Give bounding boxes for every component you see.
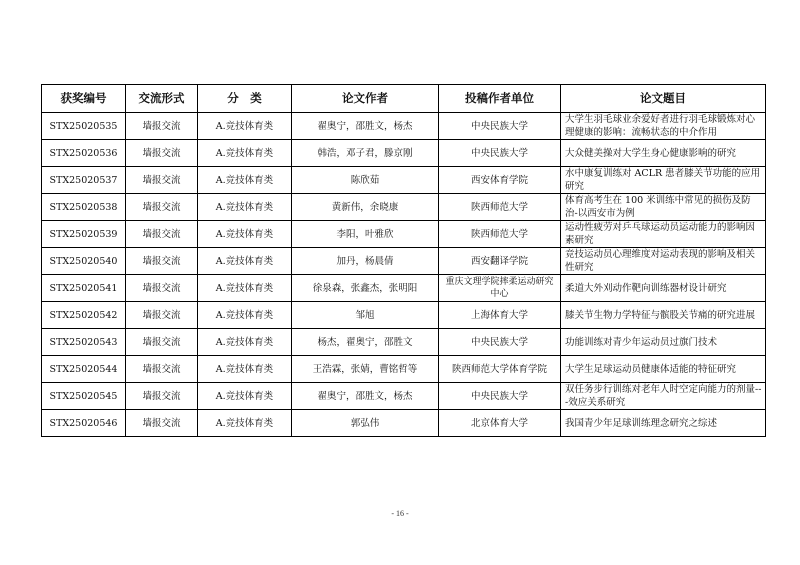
award-id-cell: STX25020535 [42,113,126,140]
authors-cell: 翟奥宁，邵胜文，杨杰 [292,113,439,140]
authors-cell: 李阳，叶雅欣 [292,221,439,248]
category-cell: A.竞技体育类 [198,356,292,383]
header-unit: 投稿作者单位 [439,85,561,113]
award-id-cell: STX25020538 [42,194,126,221]
format-cell: 墙报交流 [126,248,198,275]
authors-cell: 徐泉森，张鑫杰，张明阳 [292,275,439,302]
table-row [42,275,766,302]
unit-cell: 中央民族大学 [439,329,561,356]
category-cell: A.竞技体育类 [198,248,292,275]
table-row [42,167,766,194]
authors-cell: 韩浩，邓子君，滕京刚 [292,140,439,167]
category-cell: A.竞技体育类 [198,167,292,194]
format-cell: 墙报交流 [126,383,198,410]
title-cell: 大学生足球运动员健康体适能的特征研究 [561,356,766,383]
award-id-cell: STX25020544 [42,356,126,383]
table-row [42,140,766,167]
table-row [42,383,766,410]
unit-cell: 陕西师范大学 [439,221,561,248]
table-row [42,221,766,248]
format-cell: 墙报交流 [126,167,198,194]
header-authors: 论文作者 [292,85,439,113]
category-cell: A.竞技体育类 [198,383,292,410]
authors-cell: 黄新伟，余晓康 [292,194,439,221]
table-row [42,113,766,140]
table-row [42,302,766,329]
award-id-cell: STX25020543 [42,329,126,356]
unit-cell: 西安体育学院 [439,167,561,194]
format-cell: 墙报交流 [126,329,198,356]
title-cell: 竞技运动员心理维度对运动表现的影响及相关性研究 [561,248,766,275]
category-cell: A.竞技体育类 [198,113,292,140]
category-cell: A.竞技体育类 [198,410,292,437]
category-cell: A.竞技体育类 [198,194,292,221]
authors-cell: 郭弘伟 [292,410,439,437]
authors-cell: 加丹，杨晨倩 [292,248,439,275]
title-cell: 水中康复训练对 ACLR 患者膝关节功能的应用研究 [561,167,766,194]
page-number: - 16 - [391,509,409,518]
title-cell: 柔道大外刈动作靶向训练器材设计研究 [561,275,766,302]
unit-cell: 西安翻译学院 [439,248,561,275]
format-cell: 墙报交流 [126,221,198,248]
format-cell: 墙报交流 [126,113,198,140]
title-cell: 大学生羽毛球业余爱好者进行羽毛球锻炼对心理健康的影响：流畅状态的中介作用 [561,113,766,140]
unit-cell: 陕西师范大学体育学院 [439,356,561,383]
category-cell: A.竞技体育类 [198,329,292,356]
title-cell: 膝关节生物力学特征与髌股关节痛的研究进展 [561,302,766,329]
format-cell: 墙报交流 [126,356,198,383]
award-id-cell: STX25020545 [42,383,126,410]
category-cell: A.竞技体育类 [198,302,292,329]
header-title: 论文题目 [561,85,766,113]
authors-cell: 翟奥宁，邵胜文，杨杰 [292,383,439,410]
header-format: 交流形式 [126,85,198,113]
unit-cell: 中央民族大学 [439,140,561,167]
category-cell: A.竞技体育类 [198,221,292,248]
award-id-cell: STX25020539 [42,221,126,248]
table-row [42,329,766,356]
format-cell: 墙报交流 [126,302,198,329]
format-cell: 墙报交流 [126,194,198,221]
title-cell: 我国青少年足球训练理念研究之综述 [561,410,766,437]
award-id-cell: STX25020540 [42,248,126,275]
unit-cell: 北京体育大学 [439,410,561,437]
unit-cell: 上海体育大学 [439,302,561,329]
title-cell: 运动性疲劳对乒乓球运动员运动能力的影响因素研究 [561,221,766,248]
authors-cell: 邹旭 [292,302,439,329]
unit-cell: 陕西师范大学 [439,194,561,221]
format-cell: 墙报交流 [126,140,198,167]
header-award-id: 获奖编号 [42,85,126,113]
award-id-cell: STX25020536 [42,140,126,167]
award-id-cell: STX25020542 [42,302,126,329]
award-id-cell: STX25020546 [42,410,126,437]
title-cell: 体育高考生在 100 米训练中常见的损伤及防治-以西安市为例 [561,194,766,221]
table-row [42,248,766,275]
category-cell: A.竞技体育类 [198,140,292,167]
title-cell: 功能训练对青少年运动员过旗门技术 [561,329,766,356]
award-id-cell: STX25020537 [42,167,126,194]
authors-cell: 陈欣茹 [292,167,439,194]
table-row [42,194,766,221]
title-cell: 双任务步行训练对老年人时空定向能力的剂量---效应关系研究 [561,383,766,410]
unit-cell: 中央民族大学 [439,383,561,410]
header-category: 分 类 [198,85,292,113]
award-id-cell: STX25020541 [42,275,126,302]
unit-cell: 中央民族大学 [439,113,561,140]
unit-cell: 重庆文理学院摔柔运动研究中心 [439,275,561,302]
table-header-row [42,85,766,113]
authors-cell: 杨杰，翟奥宁，邵胜文 [292,329,439,356]
table-row [42,410,766,437]
table-row [42,356,766,383]
title-cell: 大众健美操对大学生身心健康影响的研究 [561,140,766,167]
authors-cell: 王浩霖，张婧，曹铭哲等 [292,356,439,383]
format-cell: 墙报交流 [126,410,198,437]
award-table [41,84,766,437]
category-cell: A.竞技体育类 [198,275,292,302]
format-cell: 墙报交流 [126,275,198,302]
